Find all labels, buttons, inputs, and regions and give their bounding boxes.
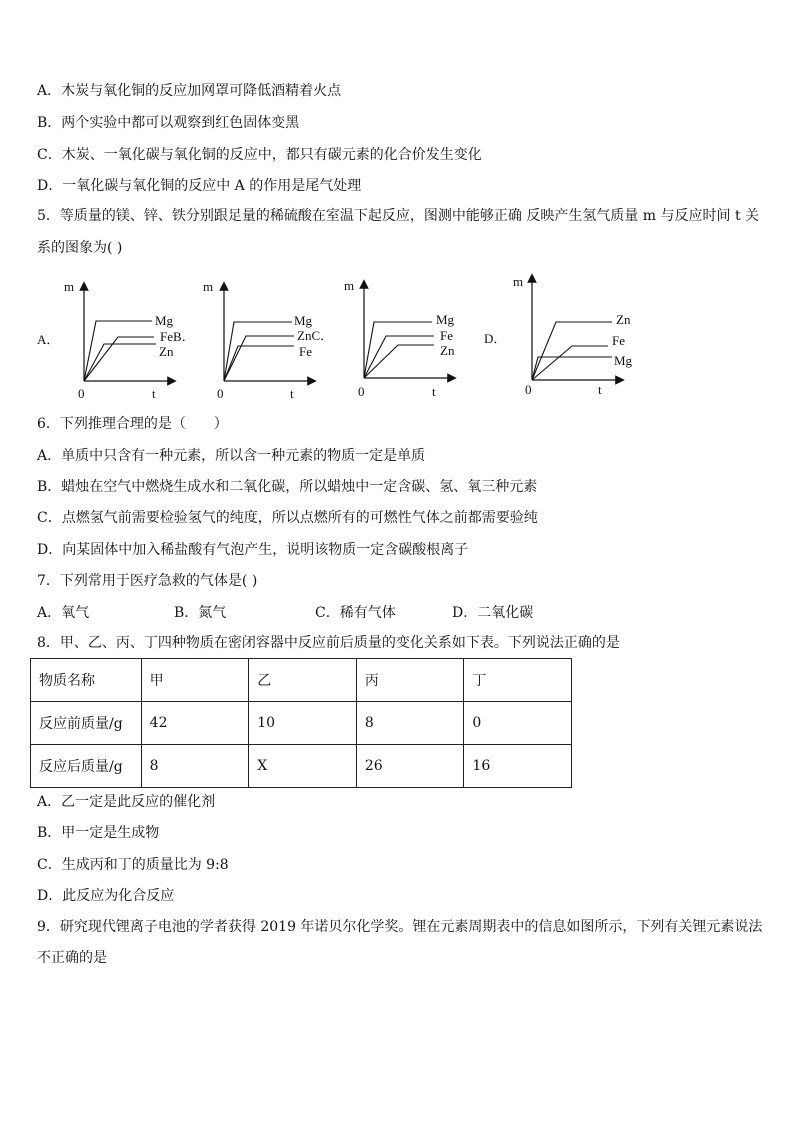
q7-option-a: A．氧气 [37, 605, 90, 621]
graph-b-curve-mg [224, 322, 292, 381]
table-cell: 0 [464, 702, 572, 745]
table-cell: 42 [141, 702, 249, 745]
graph-d-series-mg: Mg [614, 353, 633, 368]
graph-c-m-label: m [344, 278, 355, 293]
q8-table [30, 658, 572, 788]
table-cell: 反应后质量/g [31, 745, 142, 788]
graph-b-series-mg: Mg [294, 313, 313, 328]
q5-graphs [0, 270, 794, 405]
graph-b-origin: 0 [217, 386, 224, 401]
graph-b-t-label: t [290, 386, 294, 401]
table-cell: 8 [141, 745, 249, 788]
table-header-cell: 乙 [249, 659, 357, 702]
table-cell: 26 [356, 745, 464, 788]
table-cell: 反应前质量/g [31, 702, 142, 745]
graph-b-curve-fe [224, 346, 294, 381]
table-header-cell: 物质名称 [31, 659, 142, 702]
q4-option-b: B．两个实验中都可以观察到红色固体变黑 [37, 115, 300, 131]
graph-a-t-label: t [152, 386, 156, 401]
q9-stem-line2: 不正确的是 [37, 950, 107, 966]
table-cell: 8 [356, 702, 464, 745]
graph-a-series-fe: FeB． [160, 329, 195, 344]
graph-a-series-mg: Mg [155, 313, 174, 328]
graph-a [64, 279, 195, 401]
table-header-cell: 甲 [141, 659, 249, 702]
q5-stem-line1: 5．等质量的镁、锌、铁分别跟足量的稀硫酸在室温下起反应，图测中能够正确 反映产生氢气质量 m 与反应时间 t 关 [37, 208, 760, 224]
q7-options [37, 602, 737, 622]
graph-b [203, 279, 333, 401]
graph-a-origin: 0 [78, 386, 85, 401]
graph-d-m-label: m [513, 274, 524, 289]
q6-option-d: D．向某固体中加入稀盐酸有气泡产生，说明该物质一定含碳酸根离子 [37, 542, 469, 558]
graph-d-curve-mg [532, 357, 612, 380]
graph-c-curve-fe [364, 336, 434, 378]
table-header-cell: 丙 [356, 659, 464, 702]
table-cell: 10 [249, 702, 357, 745]
graph-c-series-mg: Mg [436, 312, 455, 327]
q4-option-d: D．一氧化碳与氧化铜的反应中 A 的作用是尾气处理 [37, 178, 362, 194]
q6-option-a: A．单质中只含有一种元素，所以含一种元素的物质一定是单质 [37, 448, 426, 464]
graph-a-curve-zn [84, 344, 156, 381]
graph-c [344, 278, 455, 399]
graph-b-series-fe: Fe [299, 344, 312, 359]
table-row [31, 702, 572, 745]
graph-a-m-label: m [64, 279, 75, 294]
graph-d [513, 274, 633, 397]
q6-stem: 6．下列推理合理的是（ ） [37, 416, 228, 432]
q5-option-d-label: D． [484, 331, 507, 346]
q7-option-d: D．二氧化碳 [452, 605, 534, 621]
graph-a-curve-mg [84, 321, 152, 381]
table-cell: X [249, 745, 357, 788]
graph-c-t-label: t [432, 384, 436, 399]
q6-option-c: C．点燃氢气前需要检验氢气的纯度，所以点燃所有的可燃性气体之前都需要验纯 [37, 510, 538, 526]
q8-option-b: B．甲一定是生成物 [37, 825, 160, 841]
graph-b-curve-zn [224, 336, 294, 381]
graph-d-t-label: t [598, 382, 602, 397]
table-cell: 16 [464, 745, 572, 788]
q8-option-d: D．此反应为化合反应 [37, 888, 175, 904]
table-header-cell: 丁 [464, 659, 572, 702]
q6-option-b: B．蜡烛在空气中燃烧生成水和二氧化碳，所以蜡烛中一定含碳、氢、氧三种元素 [37, 479, 538, 495]
graph-a-series-zn: Zn [159, 344, 174, 359]
table-row [31, 745, 572, 788]
q7-option-c: C．稀有气体 [315, 605, 396, 621]
graph-c-series-zn: Zn [440, 343, 455, 358]
table-header-row [31, 659, 572, 702]
q8-option-a: A．乙一定是此反应的催化剂 [37, 794, 216, 810]
graph-d-curve-zn [532, 322, 612, 380]
graph-c-curve-mg [364, 322, 432, 378]
graph-c-series-fe: Fe [440, 328, 453, 343]
graph-c-origin: 0 [358, 384, 365, 399]
q8-option-c: C．生成丙和丁的质量比为 9:8 [37, 857, 229, 873]
q9-stem-line1: 9．研究现代锂离子电池的学者获得 2019 年诺贝尔化学奖。锂在元素周期表中的信息如图所示，下列有关锂元素说法 [37, 919, 763, 935]
q5-option-a-label: A． [37, 332, 60, 347]
q4-option-a: A．木炭与氧化铜的反应加网罩可降低酒精着火点 [37, 83, 342, 99]
q4-option-c: C．木炭、一氧化碳与氧化铜的反应中，都只有碳元素的化合价发生变化 [37, 147, 482, 163]
graph-b-series-zn: ZnC． [297, 328, 334, 343]
graph-d-origin: 0 [525, 382, 532, 397]
graph-d-series-zn: Zn [616, 312, 631, 327]
q7-option-b: B．氮气 [174, 605, 227, 621]
graph-b-m-label: m [203, 279, 214, 294]
q5-stem-line2: 系的图象为( ) [37, 240, 123, 256]
q8-stem: 8．甲、乙、丙、丁四种物质在密闭容器中反应前后质量的变化关系如下表。下列说法正确的是 [37, 635, 620, 651]
graph-d-series-fe: Fe [612, 333, 625, 348]
q7-stem: 7．下列常用于医疗急救的气体是( ) [37, 573, 258, 589]
graph-c-curve-zn [364, 345, 434, 378]
